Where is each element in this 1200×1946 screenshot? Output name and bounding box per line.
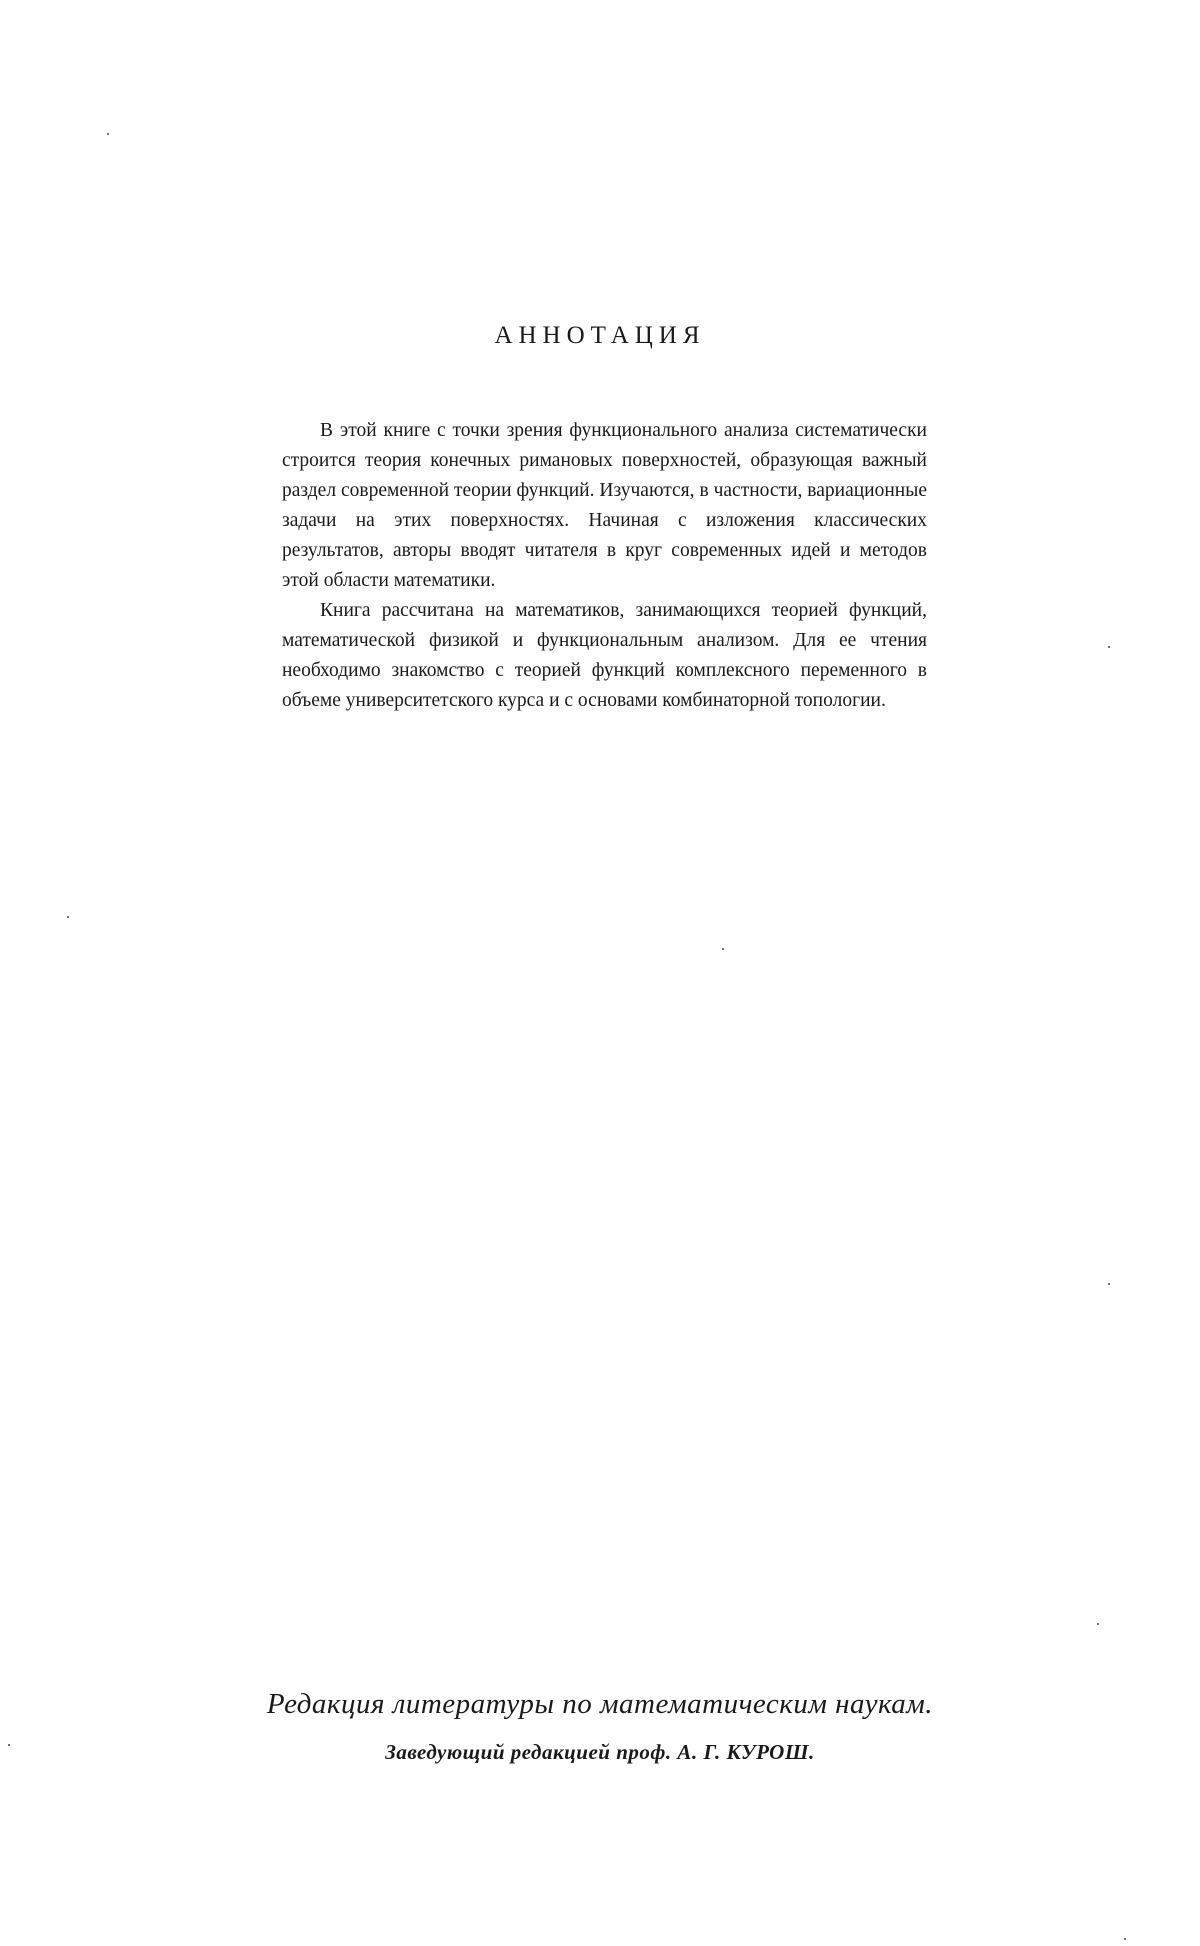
scan-speck [67,916,69,918]
annotation-paragraph-1: В этой книге с точки зрения функционального анализа систематически строится теория конечных римановых поверхностей, образующая важный раздел современной теории функций. Изучаются, в частности, вариационные задачи на этих поверхностях. Начиная с изложения классических результатов, авторы вводят читателя в круг современных идей и методов этой области математики. [282,420,927,591]
editorial-office-line: Редакция литературы по математическим наукам. [266,1688,934,1720]
scan-speck [1097,1623,1099,1625]
scan-speck [8,1744,10,1746]
annotation-heading: АННОТАЦИЯ [494,322,706,349]
scan-speck [722,948,724,950]
scan-speck [1124,1938,1126,1940]
scan-speck [107,133,109,135]
scan-speck [1108,646,1110,648]
scan-speck [1108,1283,1110,1285]
annotation-paragraph-2: Книга рассчитана на математиков, занимающихся теорией функций, математической физикой и функциональным анализом. Для ее чтения необходимо знакомство с теорией функций комплексного переменного в объеме университетского курса и с основами комбинаторной топологии. [282,600,927,711]
editor-in-chief-line: Заведующий редакцией проф. А. Г. КУРОШ. [385,1740,815,1764]
annotation-body [282,416,927,716]
